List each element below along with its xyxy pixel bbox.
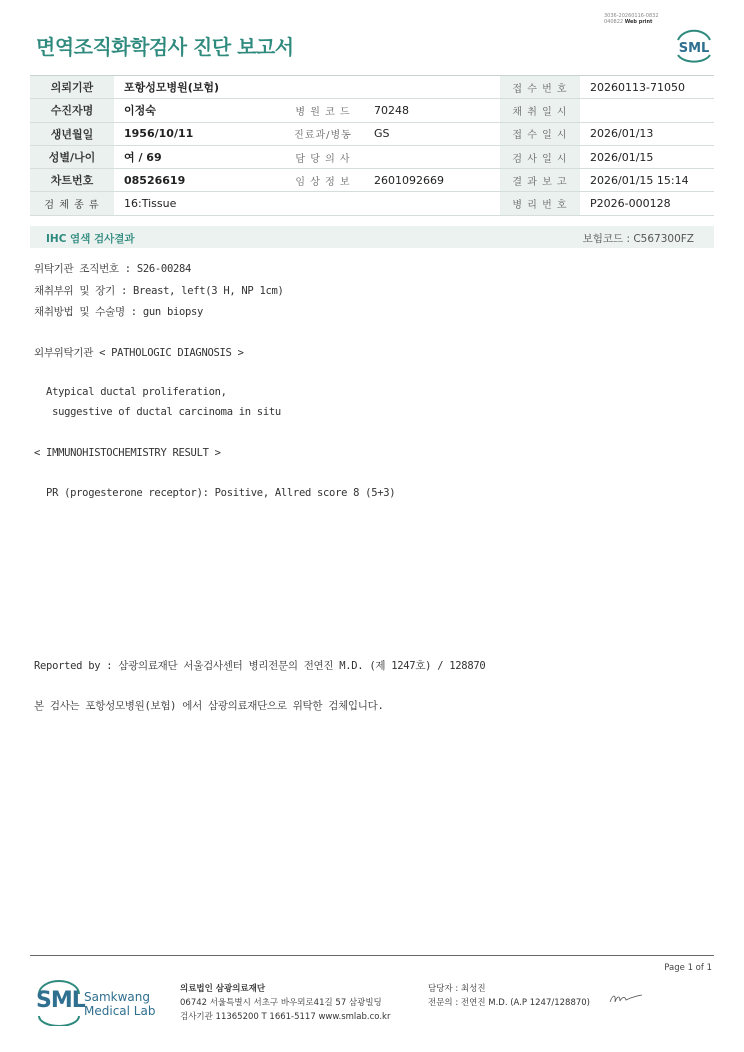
value-hospital-code: 70248 [364, 99, 500, 122]
value-chart-number: 08526619 [114, 169, 282, 192]
diagnosis-header: 외부위탁기관 < PATHOLOGIC DIAGNOSIS > [34, 347, 244, 359]
document-code: 3036-20260116-0832 040822 Web print [604, 13, 659, 25]
value-sex-age: 여 / 69 [114, 145, 282, 168]
logo-name-line1: Samkwang [84, 990, 150, 1004]
label-patient-name: 수진자명 [30, 99, 114, 122]
footer-org-info [180, 982, 390, 1024]
section-title: IHC 염색 검사결과 [46, 233, 135, 245]
value-pathology-number: P2026-000128 [580, 192, 714, 215]
ihc-result-line: PR (progesterone receptor): Positive, Allred score 8 (5+3) [34, 487, 396, 499]
value-result-report: 2026/01/15 15:14 [580, 169, 714, 192]
label-doctor: 담 당 의 사 [282, 145, 364, 168]
diagnosis-line: Atypical ductal proliferation, [34, 386, 227, 398]
label-pathology-number: 병 리 번 호 [500, 192, 580, 215]
value-patient-name: 이정숙 [114, 99, 282, 122]
insurance-code: 보험코드 : C567300FZ [582, 233, 694, 245]
consignment-note: 본 검사는 포항성모병원(보험) 에서 삼광의료재단으로 위탁한 검체입니다. [34, 700, 384, 712]
footer-divider [30, 955, 714, 956]
report-line: 채취방법 및 수술명 : gun biopsy [34, 306, 204, 318]
value-test-date: 2026/01/15 [580, 145, 714, 168]
sml-logo [674, 26, 714, 64]
footer-staff: 담당자 : 최성진 [428, 984, 486, 994]
diagnosis-line: suggestive of ductal carcinoma in situ [34, 406, 281, 418]
patient-info-table [30, 75, 714, 216]
page-title: 면역조직화학검사 진단 보고서 [36, 35, 294, 59]
ihc-header: < IMMUNOHISTOCHEMISTRY RESULT > [34, 447, 221, 459]
label-chart-number: 차트번호 [30, 169, 114, 192]
label-clinical-info: 임 상 정 보 [282, 169, 364, 192]
value-department: GS [364, 122, 500, 145]
logo-sml-text: SML [36, 988, 85, 1013]
table-row [30, 192, 714, 215]
label-department: 진료과/병동 [282, 122, 364, 145]
label-collection-date: 채 취 일 시 [500, 99, 580, 122]
label-test-date: 검 사 일 시 [500, 145, 580, 168]
label-sex-age: 성별/나이 [30, 145, 114, 168]
value-doctor [364, 145, 500, 168]
samkwang-logo [36, 980, 156, 1026]
signature-icon [608, 990, 644, 1008]
value-collection-date [580, 99, 714, 122]
report-line: 위탁기관 조직번호 : S26-00284 [34, 263, 192, 275]
footer-org-name: 의료법인 삼광의료재단 [180, 984, 266, 994]
value-receipt-date: 2026/01/13 [580, 122, 714, 145]
label-requesting-org: 의뢰기관 [30, 76, 114, 99]
value-birth-date: 1956/10/11 [114, 122, 282, 145]
footer-staff-info [428, 982, 590, 1010]
footer-contact: 검사기관 11365200 T 1661-5117 www.smlab.co.kr [180, 1012, 391, 1022]
table-row [30, 169, 714, 192]
logo-name-line2: Medical Lab [84, 1004, 156, 1018]
table-row [30, 145, 714, 168]
value-clinical-info: 2601092669 [364, 169, 500, 192]
value-receipt-number: 20260113-71050 [580, 76, 714, 99]
section-header [30, 226, 714, 248]
value-requesting-org: 포항성모병원(보험) [114, 76, 500, 99]
label-specimen-type: 검 체 종 류 [30, 192, 114, 215]
svg-text:SML: SML [678, 41, 710, 56]
label-receipt-date: 접 수 일 시 [500, 122, 580, 145]
label-result-report: 결 과 보 고 [500, 169, 580, 192]
footer-specialist: 전문의 : 전연진 M.D. (A.P 1247/128870) [428, 998, 590, 1008]
page-number: Page 1 of 1 [664, 963, 712, 973]
table-row [30, 122, 714, 145]
table-row [30, 76, 714, 99]
value-specimen-type: 16:Tissue [114, 192, 500, 215]
label-birth-date: 생년월일 [30, 122, 114, 145]
report-line: 채취부위 및 장기 : Breast, left(3 H, NP 1cm) [34, 285, 284, 297]
table-row [30, 99, 714, 122]
label-receipt-number: 접 수 번 호 [500, 76, 580, 99]
footer-address: 06742 서울특별시 서초구 바우뫼로41길 57 삼광빌딩 [180, 998, 382, 1008]
reported-by: Reported by : 삼광의료재단 서울검사센터 병리전문의 전연진 M.D. (제 1247호) / 128870 [34, 660, 486, 672]
label-hospital-code: 병 원 코 드 [282, 99, 364, 122]
